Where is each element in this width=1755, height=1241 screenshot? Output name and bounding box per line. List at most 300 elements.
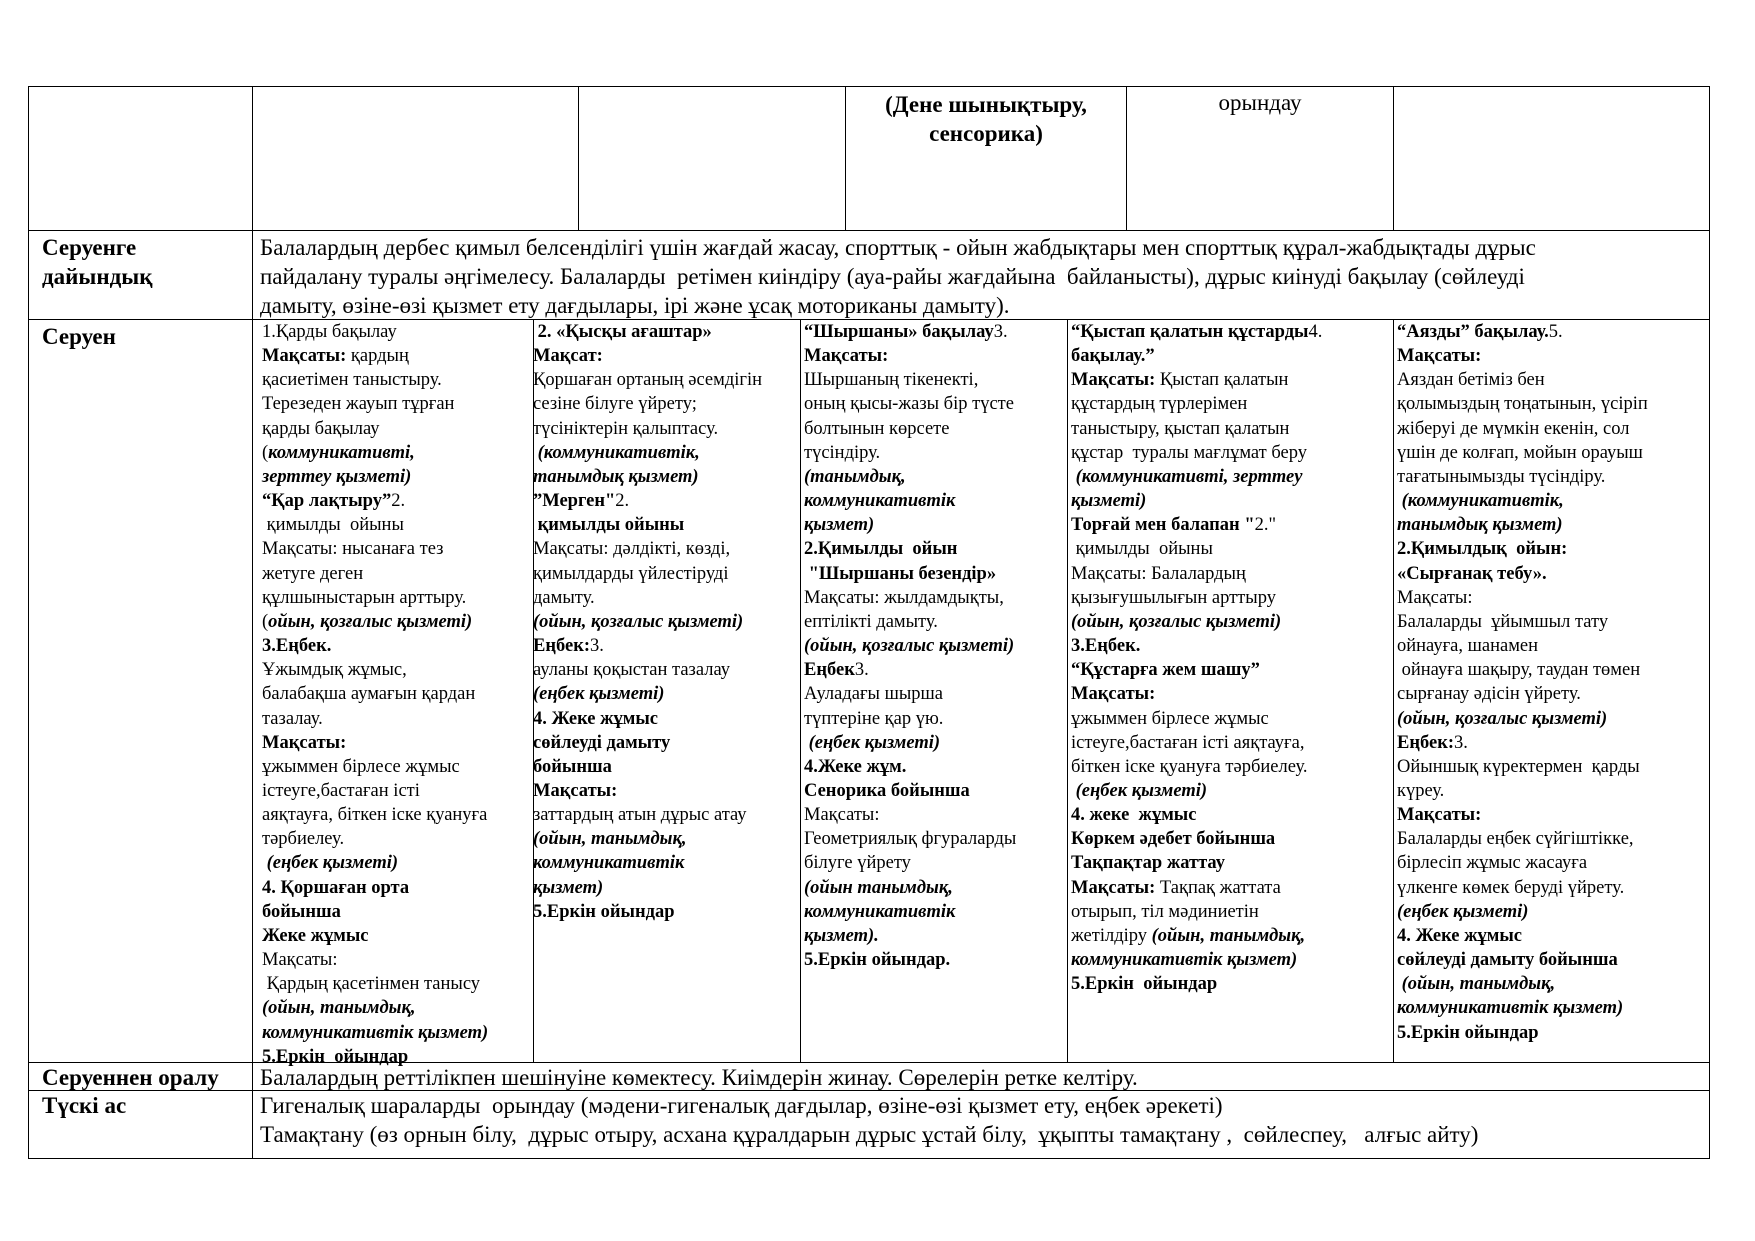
walk-day-line xyxy=(1397,368,1707,392)
bold-italic-text: (ойын, қозғалыс қызметі) xyxy=(1397,708,1608,729)
plain-text: 3. xyxy=(1454,732,1468,753)
bold-italic-text: қызмет). xyxy=(804,925,879,946)
walk-day-line xyxy=(1397,344,1707,368)
walk-day-line xyxy=(804,900,1066,924)
bold-text: 4.Жеке жұм. xyxy=(804,756,907,777)
bold-text: Мақсаты: xyxy=(804,346,889,367)
plain-text: дамыту. xyxy=(533,587,595,608)
walk-day-line xyxy=(1071,851,1391,875)
walk-day-line xyxy=(804,876,1066,900)
bold-italic-text: қызметі) xyxy=(1071,491,1147,512)
plain-text: Ойыншық күректермен қарды xyxy=(1397,756,1640,777)
top-row-col4 xyxy=(850,90,1122,148)
plain-text: Тақпақ жаттата xyxy=(1155,877,1281,898)
preparation-label-line: дайындық xyxy=(42,264,153,289)
bold-text: «Сырғанақ тебу». xyxy=(1397,563,1547,584)
walk-day-line xyxy=(804,537,1066,561)
walk-day-line xyxy=(262,320,530,344)
walk-day-line xyxy=(1397,996,1707,1020)
walk-day-line xyxy=(1071,368,1391,392)
top-row-col4-line: сенсорика) xyxy=(929,121,1043,146)
plain-text: тәрбиелеу. xyxy=(262,829,345,850)
walk-day-line xyxy=(804,731,1066,755)
bold-italic-text: зерттеу қызметі) xyxy=(262,466,412,487)
walk-day-line xyxy=(804,465,1066,489)
walk-day-line xyxy=(1071,392,1391,416)
plain-text: Балаларды ұйымшыл тату xyxy=(1397,611,1609,632)
walk-day-line xyxy=(1071,707,1391,731)
walk-day-line xyxy=(262,392,530,416)
plain-text: қимылды ойыны xyxy=(1071,539,1213,560)
plain-text: Терезеден жауып тұрған xyxy=(262,394,455,415)
walk-day-line xyxy=(533,827,798,851)
plain-text: отырып, тіл мәдиниетін xyxy=(1071,901,1259,922)
walk-day-line xyxy=(262,682,530,706)
plain-text: құстар туралы мағлұмат беру xyxy=(1071,442,1307,463)
bold-text: Торғай мен балапан " xyxy=(1071,515,1255,536)
walk-day-line xyxy=(1071,779,1391,803)
bold-text: Мақсаты: xyxy=(1071,684,1156,705)
walk-day-line xyxy=(1397,634,1707,658)
plain-text: 2." xyxy=(1254,515,1277,536)
plain-text: сезіне білуге үйрету; xyxy=(533,394,697,415)
bold-text: “Шыршаны» бақылау xyxy=(804,322,994,342)
plain-text: құлшыныстарын арттыру. xyxy=(262,587,467,608)
bold-italic-text: коммуникативтік қызмет) xyxy=(1071,950,1298,971)
plain-text: қызығушылығын арттыру xyxy=(1071,587,1276,608)
walk-day-line xyxy=(804,344,1066,368)
bold-italic-text: коммуникативтік xyxy=(533,853,685,874)
column-divider xyxy=(1067,319,1068,1062)
walk-day-line xyxy=(533,755,798,779)
walk-day-line xyxy=(533,368,798,392)
bold-text: “Құстарға жем шашу” xyxy=(1071,660,1260,681)
bold-italic-text: коммуникативтік қызмет) xyxy=(262,1022,489,1043)
column-divider xyxy=(1393,86,1394,230)
bold-italic-text: (танымдық, xyxy=(804,466,906,487)
walk-day-line xyxy=(1071,972,1391,996)
walk-day-line xyxy=(533,513,798,537)
plain-text: ( xyxy=(262,442,269,463)
walk-day-line xyxy=(1071,344,1391,368)
walk-day-line xyxy=(1397,392,1707,416)
walk-day-line xyxy=(804,441,1066,465)
plain-text: тағатынымызды түсіндіру. xyxy=(1397,466,1606,487)
walk-day-line xyxy=(1071,658,1391,682)
walk-day-line xyxy=(1397,876,1707,900)
bold-text: бойынша xyxy=(533,756,612,777)
walk-day-line xyxy=(533,392,798,416)
walk-day-line xyxy=(804,634,1066,658)
plain-text: Балаларды еңбек сүйгіштікке, xyxy=(1397,829,1634,850)
walk-day-line xyxy=(1071,513,1391,537)
walk-day-4 xyxy=(1071,320,1391,996)
plain-text: заттардың атын дұрыс атау xyxy=(533,805,747,826)
bold-italic-text: (ойын, қозғалыс қызметі) xyxy=(804,636,1015,657)
plain-text: 3. xyxy=(993,322,1008,342)
walk-day-line xyxy=(1071,755,1391,779)
plain-text: қолымыздың тоңатынын, үсіріп xyxy=(1397,394,1648,415)
return-text xyxy=(260,1063,1705,1092)
plain-text: ұжыммен бірлесе жұмыс xyxy=(262,756,460,777)
walk-day-line xyxy=(1071,489,1391,513)
plain-text: 3. xyxy=(590,636,604,657)
walk-day-line xyxy=(1071,827,1391,851)
walk-day-line xyxy=(1397,513,1707,537)
walk-day-line xyxy=(533,658,798,682)
plain-text: қасиетімен таныстыру. xyxy=(262,370,442,391)
preparation-text-line: Балалардың дербес қимыл белсенділігі үшін жағдай жасау, спорттық - ойын жабдықтары мен спорттық құрал-жабдықтады дұрыс xyxy=(260,235,1536,260)
bold-text: Мақсаты: xyxy=(1397,805,1482,826)
walk-day-line xyxy=(1071,900,1391,924)
walk-day-line xyxy=(262,441,530,465)
walk-day-line xyxy=(1397,1021,1707,1045)
plain-text: Мақсаты: нысанаға тез xyxy=(262,539,444,560)
plain-text: ( xyxy=(262,611,269,632)
bold-text: Мақсаты: xyxy=(533,780,618,801)
walk-day-line xyxy=(804,707,1066,731)
walk-day-line xyxy=(804,682,1066,706)
plain-text: аяқтауға, біткен іске қуануға xyxy=(262,805,488,826)
plain-text: бірлесіп жұмыс жасауға xyxy=(1397,853,1588,874)
walk-day-line xyxy=(804,586,1066,610)
plain-text: Мақсаты: xyxy=(804,805,880,826)
walk-day-line xyxy=(804,851,1066,875)
walk-day-line xyxy=(262,344,530,368)
walk-day-line xyxy=(1071,876,1391,900)
bold-text: Мақсаты: xyxy=(1397,346,1482,367)
walk-day-line xyxy=(1397,972,1707,996)
walk-day-line xyxy=(262,368,530,392)
plain-text: білуге үйрету xyxy=(804,853,911,874)
walk-day-line xyxy=(1397,417,1707,441)
walk-day-line xyxy=(262,707,530,731)
walk-day-line xyxy=(262,827,530,851)
return-label xyxy=(42,1063,219,1092)
bold-text: 5.Еркін ойындар xyxy=(533,901,675,922)
bold-text: бойынша xyxy=(262,901,341,922)
plain-text: жіберуі де мүмкін екенін, сол xyxy=(1397,418,1630,439)
plain-text: жетілдіру xyxy=(1071,925,1152,946)
walk-day-line xyxy=(804,320,1066,344)
plain-text: Ауладағы шырша xyxy=(804,684,943,705)
plain-text: 5. xyxy=(1548,322,1568,342)
bold-text: Мақсаты: xyxy=(262,346,347,367)
walk-day-line xyxy=(262,537,530,561)
bold-text: сөйлеуді дамыту бойынша xyxy=(1397,950,1618,971)
return-text-line: Балалардың реттілікпен шешінуіне көмектесу. Киімдерін жинау. Сөрелерін ретке келтіру. xyxy=(260,1065,1138,1090)
walk-day-line xyxy=(533,610,798,634)
walk-day-line xyxy=(1071,948,1391,972)
bold-italic-text: қызмет) xyxy=(533,877,604,898)
plain-text: ауланы қоқыстан тазалау xyxy=(533,660,730,681)
top-row-col5-text: орындау xyxy=(1218,90,1302,115)
bold-italic-text: (ойын, қозғалыс қызметі) xyxy=(533,611,744,632)
walk-day-line xyxy=(1397,900,1707,924)
walk-day-line xyxy=(1397,707,1707,731)
walk-day-line xyxy=(533,417,798,441)
walk-day-line xyxy=(262,972,530,996)
walk-day-line xyxy=(262,513,530,537)
bold-text: Еңбек: xyxy=(533,636,591,657)
plain-text: жетуге деген xyxy=(262,563,364,584)
bold-italic-text: коммуникативті, xyxy=(268,442,415,463)
walk-day-line xyxy=(533,731,798,755)
preparation-label xyxy=(42,233,152,291)
plain-text: түптеріне қар үю. xyxy=(804,708,944,729)
plain-text: Мақсаты: жылдамдықты, xyxy=(804,587,1004,608)
walk-day-line xyxy=(1071,924,1391,948)
lunch-text-line: Тамақтану (өз орнын білу, дұрыс отыру, асхана құралдарын дұрыс ұстай білу, ұқыпты тамақтану , сөйлеспеу, алғыс айту) xyxy=(260,1122,1479,1147)
walk-day-line xyxy=(533,803,798,827)
walk-day-5 xyxy=(1397,320,1707,1045)
walk-day-line xyxy=(1071,731,1391,755)
bold-text: Мақсаты: xyxy=(262,732,347,753)
bold-text: “Қар лақтыру” xyxy=(262,491,392,512)
walk-day-line xyxy=(804,779,1066,803)
walk-day-line xyxy=(1071,417,1391,441)
walk-day-line xyxy=(804,610,1066,634)
walk-day-line xyxy=(1071,803,1391,827)
plain-text: Қарды бақылау xyxy=(275,322,397,342)
bold-text: “Аязды” бақылау. xyxy=(1397,322,1549,342)
walk-day-line xyxy=(533,779,798,803)
bold-italic-text: (ойын, танымдық, xyxy=(1401,974,1556,995)
walk-day-line xyxy=(1071,634,1391,658)
walk-day-line xyxy=(1397,851,1707,875)
walk-day-line xyxy=(262,948,530,972)
plain-text: болтынын көрсете xyxy=(804,418,950,439)
preparation-text-line: пайдалану туралы әңгімелесу. Балаларды ретімен киіндіру (ауа-райы жағдайына байланысты), дұрыс киінуді бақылау (сөйлеуді xyxy=(260,264,1525,289)
plain-text: Мақсаты: Балалардың xyxy=(1071,563,1246,584)
bold-italic-text: танымдық қызмет) xyxy=(533,466,699,487)
bold-text: Көркем әдебет бойынша xyxy=(1071,829,1276,850)
walk-day-line xyxy=(533,876,798,900)
walk-day-line xyxy=(262,876,530,900)
plain-text: ойнауға, шанамен xyxy=(1397,636,1539,657)
bold-italic-text: (еңбек қызметі) xyxy=(533,684,665,705)
walk-day-line xyxy=(1071,320,1391,344)
bold-italic-text: (ойын, танымдық, xyxy=(262,998,416,1019)
bold-text: Мақсаты: xyxy=(1071,370,1156,391)
plain-text: істеуге,бастаған істі аяқтауға, xyxy=(1071,732,1305,753)
walk-day-line xyxy=(1397,610,1707,634)
column-divider xyxy=(252,86,253,1159)
walk-day-line xyxy=(804,658,1066,682)
plain-text: құстардың түрлерімен xyxy=(1071,394,1248,415)
walk-day-line xyxy=(1071,562,1391,586)
bold-text: Еңбек xyxy=(804,660,855,681)
walk-day-line xyxy=(804,827,1066,851)
walk-day-line xyxy=(262,996,530,1020)
walk-day-line xyxy=(533,489,798,513)
plain-text: Геометриялық фгураларды xyxy=(804,829,1017,850)
bold-text: Тақпақтар жаттау xyxy=(1071,853,1225,874)
bold-italic-text: (коммуникативтік, xyxy=(537,442,700,463)
walk-day-line xyxy=(533,634,798,658)
plain-text: 1. xyxy=(262,322,276,342)
plain-text: Қардың қасетінмен танысу xyxy=(262,974,481,995)
plain-text: 2. xyxy=(391,491,410,512)
walk-day-line xyxy=(262,610,530,634)
bold-text: 5.Еркін ойындар xyxy=(1071,974,1218,995)
preparation-text xyxy=(260,233,1705,320)
plain-text: қардың xyxy=(346,346,409,367)
top-row-col4-line: (Дене шынықтыру, xyxy=(885,92,1087,117)
lunch-text xyxy=(260,1091,1705,1149)
bold-italic-text: танымдық қызмет) xyxy=(1397,515,1563,536)
walk-day-3 xyxy=(804,320,1066,972)
bold-text: 2.Қимылды ойын xyxy=(804,539,958,560)
walk-day-line xyxy=(1397,948,1707,972)
walk-day-line xyxy=(533,441,798,465)
walk-day-line xyxy=(262,924,530,948)
walk-day-line xyxy=(1397,320,1707,344)
plain-text: Аяздан бетіміз бен xyxy=(1397,370,1545,391)
plain-text: Мақсаты: xyxy=(262,950,338,971)
plain-text: оның қысы-жазы бір түсте xyxy=(804,394,1014,415)
bold-italic-text: (еңбек қызметі) xyxy=(266,853,399,874)
bold-italic-text: (ойын, танымдық, xyxy=(533,829,687,850)
plain-text: түсініктерін қалыптасу. xyxy=(533,418,719,439)
walk-day-line xyxy=(262,586,530,610)
bold-text: Сенорика бойынша xyxy=(804,780,970,801)
bold-text: 4. Қоршаған орта xyxy=(262,877,410,898)
column-divider xyxy=(578,86,579,230)
bold-italic-text: (ойын, танымдық, xyxy=(1151,925,1306,946)
walk-day-line xyxy=(262,755,530,779)
plain-text: үшін де колғап, мойын орауыш xyxy=(1397,442,1643,463)
preparation-text-line: дамыту, өзіне-өзі қызмет ету дағдылары, ірі және ұсақ моториканы дамыту). xyxy=(260,293,1010,318)
walk-day-line xyxy=(262,731,530,755)
walk-day-line xyxy=(533,537,798,561)
plain-text: істеуге,бастаған істі xyxy=(262,780,420,801)
bold-italic-text: коммуникативтік xyxy=(804,491,956,512)
plain-text: 4. xyxy=(1308,322,1323,342)
lunch-label-text: Түскі ас xyxy=(42,1093,127,1118)
walk-day-line xyxy=(804,803,1066,827)
column-divider xyxy=(800,319,801,1062)
walk-day-line xyxy=(1397,827,1707,851)
walk-day-line xyxy=(533,344,798,368)
lunch-label xyxy=(42,1091,126,1120)
bold-text: қимылды ойыны xyxy=(533,515,685,536)
walk-day-line xyxy=(262,851,530,875)
bold-text: 4. Жеке жұмыс xyxy=(533,708,659,729)
walk-day-line xyxy=(262,562,530,586)
top-row-col5 xyxy=(1130,88,1390,117)
plain-text: Қоршаған ортаның әсемдігін xyxy=(533,370,763,391)
walk-day-line xyxy=(262,779,530,803)
walk-day-line xyxy=(262,417,530,441)
bold-text: 5.Еркін ойындар xyxy=(1397,1022,1539,1043)
walk-day-line xyxy=(533,562,798,586)
column-divider xyxy=(845,86,846,230)
walk-day-line xyxy=(533,900,798,924)
plain-text: ептілікті дамыту. xyxy=(804,611,938,632)
bold-text: 2.Қимылдық ойын: xyxy=(1397,539,1568,560)
walk-day-line xyxy=(1397,537,1707,561)
walk-day-line xyxy=(1071,465,1391,489)
walk-day-1 xyxy=(262,320,530,1069)
walk-day-line xyxy=(804,924,1066,948)
plain-text: Қыстап қалатын xyxy=(1155,370,1289,391)
bold-text: Жеке жұмыс xyxy=(262,925,369,946)
walk-day-line xyxy=(804,368,1066,392)
preparation-label-line: Серуенге xyxy=(42,235,137,260)
walk-day-line xyxy=(1397,924,1707,948)
lunch-text-line: Гигеналық шараларды орындау (мәдени-гигеналық дағдылар, өзіне-өзі қызмет ету, еңбек әрекеті) xyxy=(260,1093,1223,1118)
walk-day-line xyxy=(262,1021,530,1045)
bold-italic-text: коммуникативтік қызмет) xyxy=(1397,998,1624,1019)
bold-text: сөйлеуді дамыту xyxy=(533,732,671,753)
walk-day-line xyxy=(262,634,530,658)
bold-text: 5.Еркін ойындар xyxy=(262,1046,409,1067)
walk-day-line xyxy=(1397,803,1707,827)
walk-day-line xyxy=(804,392,1066,416)
plain-text: біткен іске қуануға тәрбиелеу. xyxy=(1071,756,1308,777)
bold-text: Мақсаты: xyxy=(1071,877,1156,898)
walk-day-line xyxy=(533,586,798,610)
bold-text: 4. Жеке жұмыс xyxy=(1397,925,1523,946)
plain-text: түсіндіру. xyxy=(804,442,881,463)
plain-text: ұжыммен бірлесе жұмыс xyxy=(1071,708,1269,729)
walk-day-line xyxy=(262,803,530,827)
walk-label xyxy=(42,322,116,351)
plain-text: тазалау. xyxy=(262,708,323,729)
walk-day-line xyxy=(1397,441,1707,465)
walk-day-2 xyxy=(533,320,798,924)
bold-italic-text: (еңбек қызметі) xyxy=(1075,780,1208,801)
bold-italic-text: (еңбек қызметі) xyxy=(808,732,941,753)
bold-italic-text: қызмет) xyxy=(804,515,875,536)
bold-text: Еңбек: xyxy=(1397,732,1455,753)
walk-day-line xyxy=(1071,610,1391,634)
bold-text: 2. «Қысқы ағаштар» xyxy=(533,322,712,342)
walk-day-line xyxy=(533,465,798,489)
walk-day-line xyxy=(804,755,1066,779)
bold-italic-text: коммуникативтік xyxy=(804,901,956,922)
walk-day-line xyxy=(533,320,798,344)
walk-day-line xyxy=(1397,779,1707,803)
walk-day-line xyxy=(804,948,1066,972)
bold-text: Мақсат: xyxy=(533,346,603,367)
plain-text: 3. xyxy=(854,660,869,681)
plain-text: Мақсаты: xyxy=(1397,587,1473,608)
return-label-text: Серуеннен оралу xyxy=(42,1065,219,1090)
plain-text: қимылдарды үйлестіруді xyxy=(533,563,729,584)
walk-day-line xyxy=(1397,465,1707,489)
walk-day-line xyxy=(1071,537,1391,561)
walk-label-text: Серуен xyxy=(42,324,116,349)
walk-day-line xyxy=(262,465,530,489)
walk-day-line xyxy=(804,562,1066,586)
bold-text: "Шыршаны безендір» xyxy=(804,563,997,584)
plain-text: үлкенге көмек беруді үйрету. xyxy=(1397,877,1625,898)
bold-text: “Қыстап қалатын құстарды xyxy=(1071,322,1309,342)
bold-italic-text: (коммуникативті, зерттеу xyxy=(1075,466,1303,487)
bold-text: 4. жеке жұмыс xyxy=(1071,805,1197,826)
walk-day-line xyxy=(804,489,1066,513)
row-divider xyxy=(28,230,1710,231)
walk-day-line xyxy=(1397,755,1707,779)
walk-day-line xyxy=(1397,562,1707,586)
bold-text: 5.Еркін ойындар. xyxy=(804,950,951,971)
walk-day-line xyxy=(1397,658,1707,682)
walk-day-line xyxy=(1397,489,1707,513)
walk-day-line xyxy=(1397,682,1707,706)
walk-day-line xyxy=(262,900,530,924)
